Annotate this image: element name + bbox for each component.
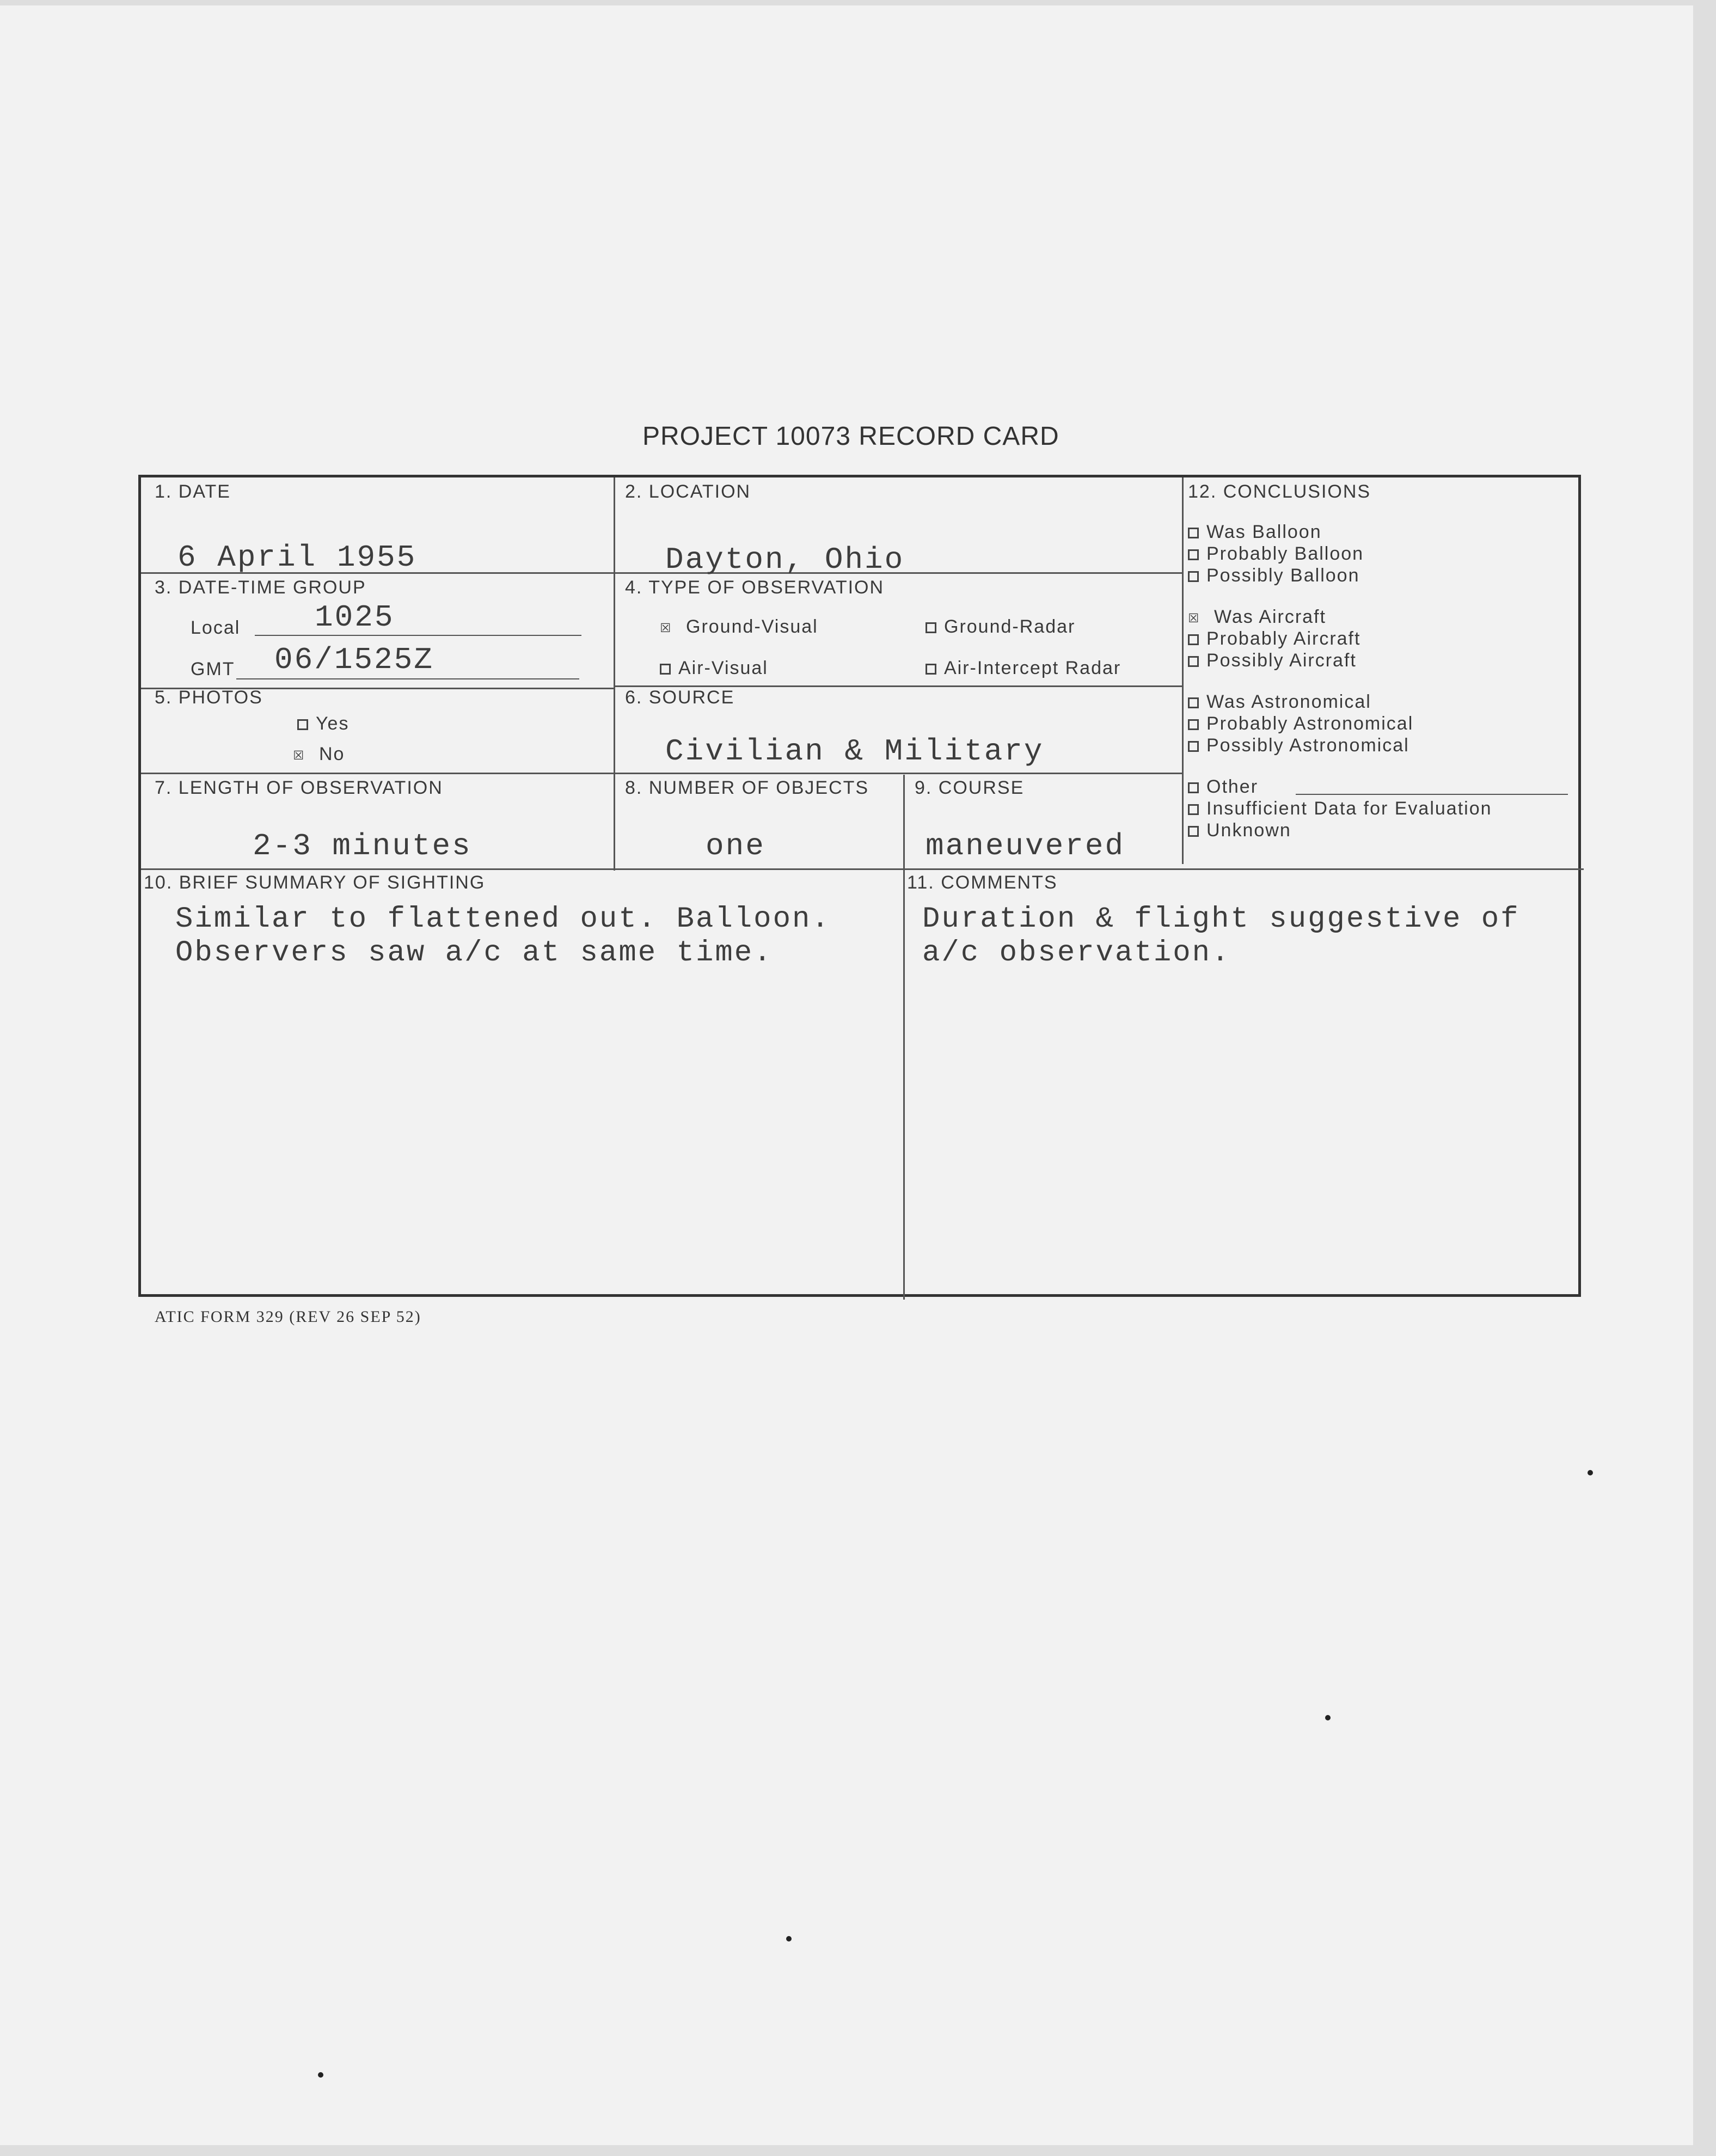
checked-box-icon: ☒ bbox=[660, 617, 672, 639]
conclusion-other[interactable]: Other bbox=[1188, 776, 1258, 798]
option-air-intercept-radar[interactable]: Air-Intercept Radar bbox=[926, 658, 1121, 679]
comments-line-1: Duration & flight suggestive of bbox=[922, 903, 1520, 936]
number-of-objects-value: one bbox=[706, 829, 765, 863]
conclusion-was-aircraft[interactable]: ☒ Was Aircraft bbox=[1188, 607, 1326, 629]
checkbox-icon bbox=[660, 664, 671, 675]
checkbox-icon bbox=[297, 719, 308, 730]
length-of-observation-value: 2-3 minutes bbox=[253, 829, 472, 863]
course-label: 9. COURSE bbox=[915, 777, 1025, 798]
conclusions-label: 12. CONCLUSIONS bbox=[1188, 481, 1371, 502]
source-label: 6. SOURCE bbox=[625, 687, 735, 708]
option-ground-radar[interactable]: Ground-Radar bbox=[926, 616, 1075, 638]
checkbox-icon bbox=[926, 622, 936, 633]
conclusion-probably-aircraft[interactable]: Probably Aircraft bbox=[1188, 628, 1360, 650]
photos-no-option[interactable]: ☒ No bbox=[293, 744, 345, 766]
conclusion-was-astronomical[interactable]: Was Astronomical bbox=[1188, 691, 1371, 713]
date-label: 1. DATE bbox=[155, 481, 231, 502]
conclusion-was-balloon[interactable]: Was Balloon bbox=[1188, 522, 1322, 543]
photos-label: 5. PHOTOS bbox=[155, 687, 263, 708]
checkbox-icon bbox=[1188, 804, 1199, 815]
course-value: maneuvered bbox=[926, 829, 1125, 863]
conclusion-insufficient-data[interactable]: Insufficient Data for Evaluation bbox=[1188, 798, 1492, 819]
conclusion-possibly-balloon[interactable]: Possibly Balloon bbox=[1188, 565, 1359, 586]
checkbox-icon bbox=[926, 664, 936, 675]
option-ground-visual[interactable]: ☒ Ground-Visual bbox=[660, 616, 818, 639]
checkbox-icon bbox=[1188, 549, 1199, 560]
option-air-visual[interactable]: Air-Visual bbox=[660, 658, 768, 679]
checked-box-icon: ☒ bbox=[293, 745, 305, 766]
conclusion-probably-astronomical[interactable]: Probably Astronomical bbox=[1188, 713, 1413, 734]
location-value: Dayton, Ohio bbox=[665, 542, 905, 577]
summary-line-2: Observers saw a/c at same time. bbox=[175, 936, 773, 970]
checkbox-icon bbox=[1188, 528, 1199, 538]
summary-line-1: Similar to flattened out. Balloon. bbox=[175, 903, 831, 936]
conclusion-probably-balloon[interactable]: Probably Balloon bbox=[1188, 543, 1364, 565]
summary-label: 10. BRIEF SUMMARY OF SIGHTING bbox=[144, 872, 486, 893]
checkbox-icon bbox=[1188, 656, 1199, 667]
comments-label: 11. COMMENTS bbox=[907, 872, 1058, 893]
location-label: 2. LOCATION bbox=[625, 481, 751, 502]
source-value: Civilian & Military bbox=[665, 734, 1044, 769]
conclusion-possibly-aircraft[interactable]: Possibly Aircraft bbox=[1188, 650, 1357, 671]
comments-line-2: a/c observation. bbox=[922, 936, 1231, 970]
gmt-label: GMT bbox=[191, 659, 235, 679]
checkbox-icon bbox=[1188, 634, 1199, 645]
conclusion-possibly-astronomical[interactable]: Possibly Astronomical bbox=[1188, 735, 1409, 756]
conclusion-unknown[interactable]: Unknown bbox=[1188, 820, 1291, 841]
form-number-footer: ATIC FORM 329 (REV 26 SEP 52) bbox=[155, 1308, 421, 1326]
card-title: PROJECT 10073 RECORD CARD bbox=[642, 422, 1059, 451]
photos-yes-option[interactable]: Yes bbox=[297, 713, 349, 734]
checkbox-icon bbox=[1188, 826, 1199, 837]
checkbox-icon bbox=[1188, 741, 1199, 752]
date-time-group-label: 3. DATE-TIME GROUP bbox=[155, 577, 366, 598]
local-label: Local bbox=[191, 617, 241, 638]
paper-sheet bbox=[0, 5, 1693, 2145]
checkbox-icon bbox=[1188, 697, 1199, 708]
length-of-observation-label: 7. LENGTH OF OBSERVATION bbox=[155, 777, 443, 798]
type-of-observation-label: 4. TYPE OF OBSERVATION bbox=[625, 577, 885, 598]
checkbox-icon bbox=[1188, 571, 1199, 582]
checkbox-icon bbox=[1188, 782, 1199, 793]
gmt-time-value: 06/1525Z bbox=[274, 642, 434, 677]
checkbox-icon bbox=[1188, 719, 1199, 730]
date-value: 6 April 1955 bbox=[177, 540, 417, 575]
checked-box-icon: ☒ bbox=[1188, 608, 1200, 629]
local-time-value: 1025 bbox=[315, 600, 395, 635]
number-of-objects-label: 8. NUMBER OF OBJECTS bbox=[625, 777, 869, 798]
